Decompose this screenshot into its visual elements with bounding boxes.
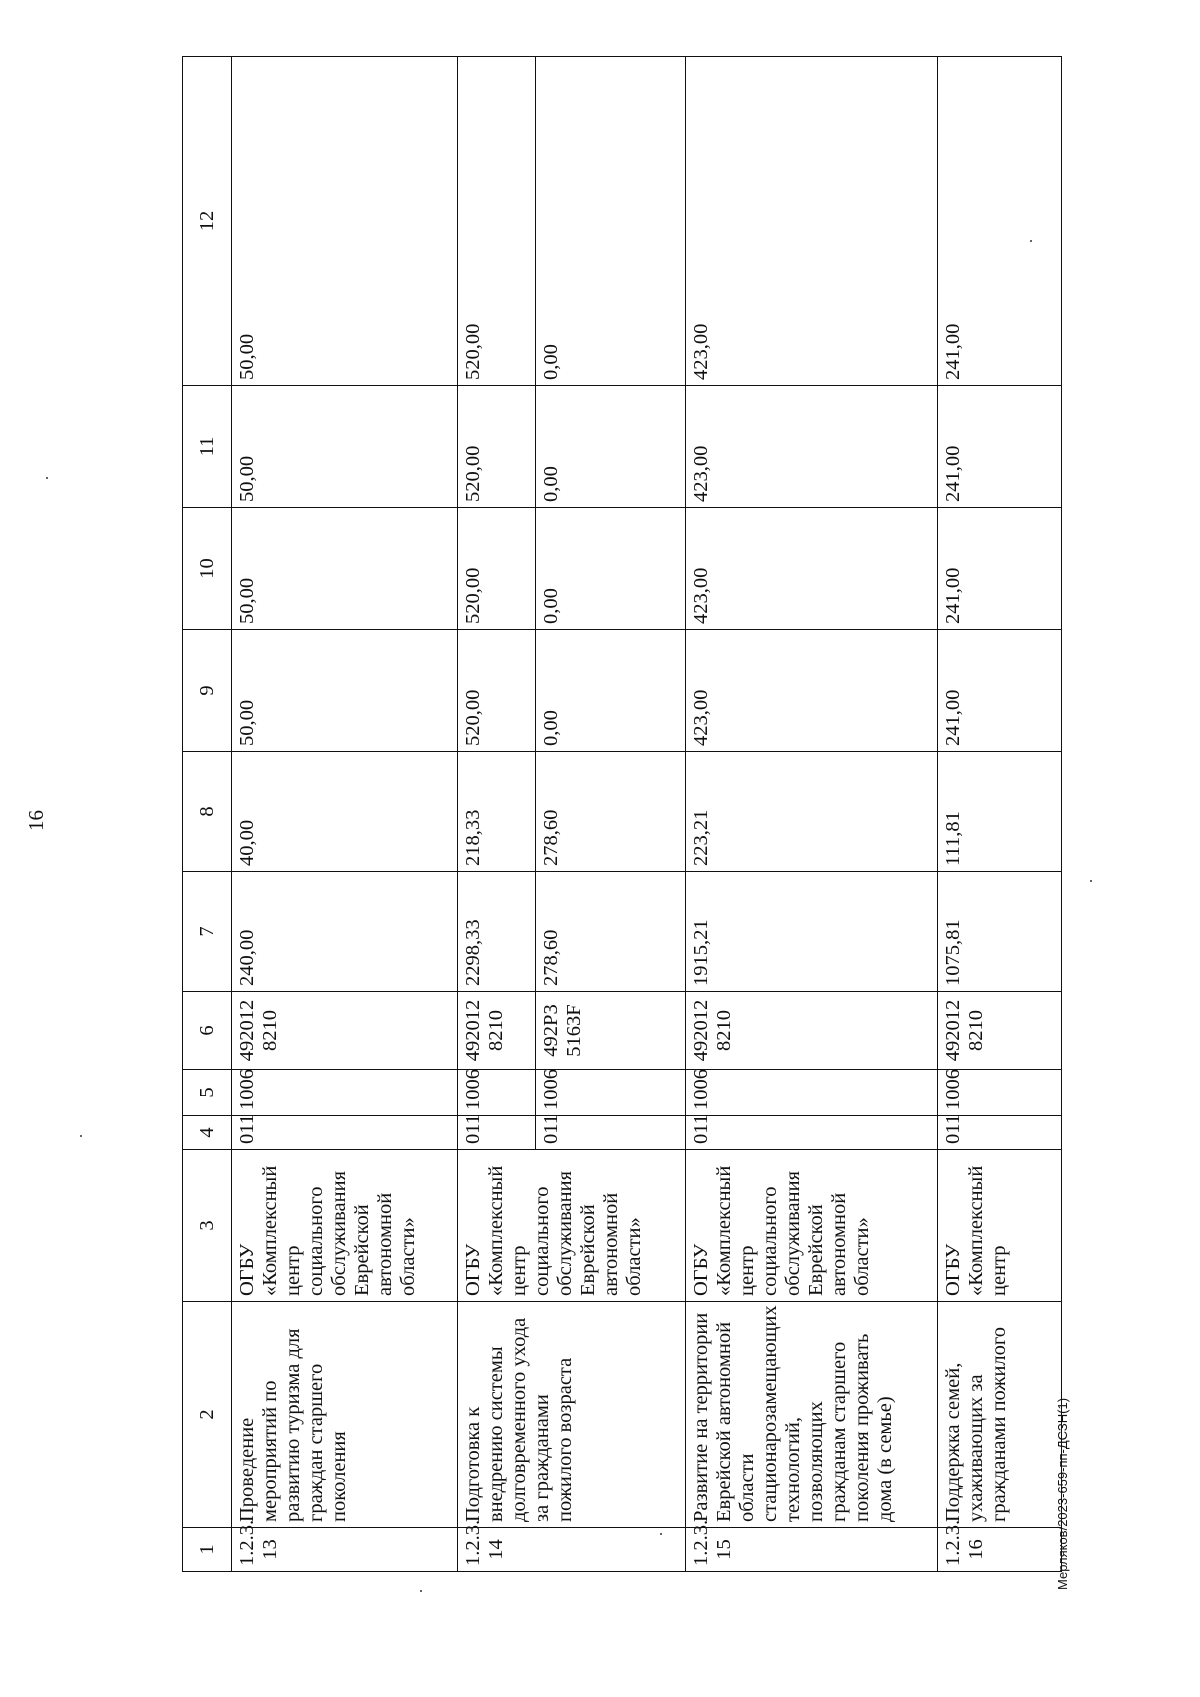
amount-year: 0,00	[536, 57, 686, 386]
scan-speck	[1090, 880, 1092, 882]
scan-speck	[80, 1135, 82, 1137]
code-grbs: 011	[536, 1116, 686, 1150]
amount-year: 218,33	[458, 752, 536, 872]
amount-year: 0,00	[536, 386, 686, 508]
amount-year: 50,00	[232, 386, 458, 508]
document-code: Мерляков/2023-659-пп-ДСЗН(1)	[1055, 1397, 1070, 1590]
amount-year: 50,00	[232, 630, 458, 752]
row-number: 1.2.3. 15	[686, 1528, 938, 1572]
code-section: 1006	[232, 1070, 458, 1116]
amount-year: 278,60	[536, 752, 686, 872]
header-cell: 12	[183, 57, 232, 386]
table-row	[938, 57, 1062, 1572]
amount-year: 40,00	[232, 752, 458, 872]
header-cell: 2	[183, 1302, 232, 1528]
page-number: 16	[24, 810, 48, 831]
amount-year: 520,00	[458, 630, 536, 752]
code-target: 492012 8210	[232, 992, 458, 1070]
amount-total: 1915,21	[686, 872, 938, 992]
amount-year: 241,00	[938, 630, 1062, 752]
row-number: 1.2.3. 13	[232, 1528, 458, 1572]
amount-year: 0,00	[536, 630, 686, 752]
code-section: 1006	[536, 1070, 686, 1116]
code-target: 492012 8210	[938, 992, 1062, 1070]
header-cell: 8	[183, 752, 232, 872]
header-cell: 5	[183, 1070, 232, 1116]
amount-year: 520,00	[458, 508, 536, 630]
amount-total: 2298,33	[458, 872, 536, 992]
amount-year: 241,00	[938, 57, 1062, 386]
table-row	[686, 57, 938, 1572]
amount-year: 423,00	[686, 508, 938, 630]
header-row	[183, 57, 232, 1572]
row-number: 1.2.3. 16	[938, 1528, 1062, 1572]
code-grbs: 011	[686, 1116, 938, 1150]
measure-name: Проведение мероприятий по развитию туризма для граждан старшего поколения	[232, 1302, 458, 1528]
amount-year: 0,00	[536, 508, 686, 630]
header-cell: 9	[183, 630, 232, 752]
amount-year: 423,00	[686, 386, 938, 508]
amount-year: 50,00	[232, 57, 458, 386]
measure-name: Развитие на территории Еврейской автономной области стационарозамещающих технологий, позволяющих гражданам старшего поколения проживать дома (в семье)	[686, 1302, 938, 1528]
table-row	[232, 57, 458, 1572]
amount-year: 241,00	[938, 508, 1062, 630]
header-cell: 4	[183, 1116, 232, 1150]
amount-total: 278,60	[536, 872, 686, 992]
code-target: 492012 8210	[686, 992, 938, 1070]
budget-table	[182, 56, 1062, 1572]
amount-year: 423,00	[686, 630, 938, 752]
code-section: 1006	[458, 1070, 536, 1116]
amount-total: 240,00	[232, 872, 458, 992]
measure-name: Поддержка семей, ухаживающих за гражданами пожилого	[938, 1302, 1062, 1528]
row-number: 1.2.3. 14	[458, 1528, 686, 1572]
code-target: 492012 8210	[458, 992, 536, 1070]
table-row	[458, 57, 536, 1572]
code-grbs: 011	[458, 1116, 536, 1150]
header-cell: 6	[183, 992, 232, 1070]
code-section: 1006	[686, 1070, 938, 1116]
amount-year: 241,00	[938, 386, 1062, 508]
amount-year: 520,00	[458, 386, 536, 508]
header-cell: 1	[183, 1528, 232, 1572]
amount-year: 111,81	[938, 752, 1062, 872]
code-target: 492P3 5163F	[536, 992, 686, 1070]
scan-speck	[1030, 240, 1032, 242]
amount-year: 520,00	[458, 57, 536, 386]
code-grbs: 011	[938, 1116, 1062, 1150]
header-cell: 3	[183, 1150, 232, 1302]
code-section: 1006	[938, 1070, 1062, 1116]
scan-speck	[660, 1533, 662, 1535]
scan-speck	[46, 477, 48, 479]
executor: ОГБУ «Комплексный центр социального обслуживания Еврейской автономной области»	[686, 1150, 938, 1302]
header-cell: 11	[183, 386, 232, 508]
amount-year: 223,21	[686, 752, 938, 872]
executor: ОГБУ «Комплексный центр	[938, 1150, 1062, 1302]
header-cell: 7	[183, 872, 232, 992]
rotated-table-container	[182, 57, 1058, 1572]
code-grbs: 011	[232, 1116, 458, 1150]
executor: ОГБУ «Комплексный центр социального обслуживания Еврейской автономной области»	[458, 1150, 686, 1302]
scan-speck	[420, 1590, 422, 1592]
executor: ОГБУ «Комплексный центр социального обслуживания Еврейской автономной области»	[232, 1150, 458, 1302]
amount-year: 423,00	[686, 57, 938, 386]
amount-total: 1075,81	[938, 872, 1062, 992]
measure-name: Подготовка к внедрению системы долговременного ухода за гражданами пожилого возраста	[458, 1302, 686, 1528]
header-cell: 10	[183, 508, 232, 630]
amount-year: 50,00	[232, 508, 458, 630]
